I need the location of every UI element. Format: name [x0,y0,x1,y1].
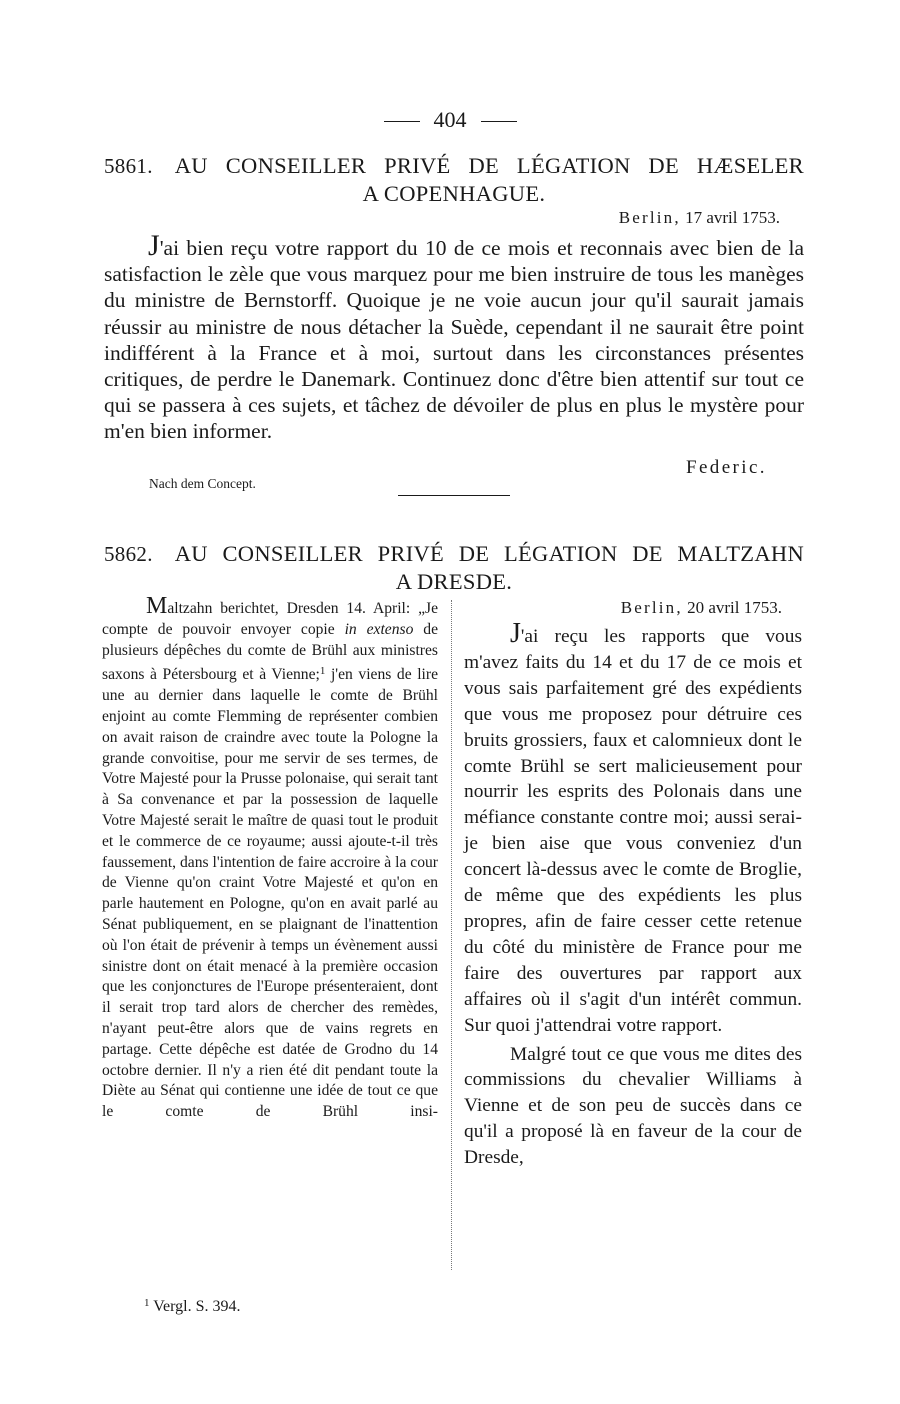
letter-5862-heading [104,540,804,595]
letter-5862-dateline [520,597,782,619]
letter-5862-dateline-date: 20 avril 1753. [687,598,782,617]
letter-5861-source-note: Nach dem Concept. [149,476,256,491]
letter-5861-dateline-date: 17 avril 1753. [685,208,780,227]
footnote-reference: 1 [319,665,326,678]
reply-paragraph-1 [464,618,802,1039]
reply-paragraph-2: Malgré tout ce que vous me dites des commissions du chevalier Williams à Vienne et de son peu de succès dans ce qu'il a proposé là en faveur de la cour de Dresde, [464,1043,802,1169]
maltzahn-report-dropcap: M [146,593,168,619]
reply-dropcap: J [510,618,521,649]
letter-5862-heading-line1 [104,540,804,568]
footnote [144,1292,240,1318]
letter-5861-dateline [500,207,780,229]
letter-5861-body [104,229,804,445]
letter-5861-number: 5861. [104,154,153,178]
letter-5861-signature: Federic. [686,457,767,478]
section-separator [398,495,510,496]
letter-5862-heading-line2: A DRESDE. [395,569,513,594]
page-number-dash-right [481,121,517,122]
letter-5861-dateline-city: Berlin, [618,208,681,227]
letter-5861-heading-line1 [104,152,804,180]
maltzahn-report-column [102,593,438,1123]
maltzahn-report-text-b: j'en viens de lire une au dernier dans laquelle le comte de Brühl enjoint au comte Flemming de représenter combien on avait raison de craindre avec toute la Pologne la grande convoitise, pour me servir de ses termes, de Votre Majesté pour la Prusse polonaise, qui serait tant à Sa convenance et par la possession de laquelle Votre Majesté serait le maître de quasi tout le produit et le commerce de ce royaume; aussi ajoute-t-il très faussement, dans l'intention de faire accroire à la cour de Vienne qu'on craint Votre Majesté et qu'on en parle hautement en Pologne, qu'on en avait parlé au Sénat publiquement, en se plaignant de l'inattention où l'on était de prévenir à temps un évènement aussi sinistre dont on était menacé à la première occasion que les conjonctures de l'Europe présenteraient, dont il serait trop tard alors de chercher des remèdes, n'ayant peut-être alors que de vains regrets en partage. Cette dépêche est datée de Grodno du 14 octobre dernier. Il n'y a rien été dit pendant toute la Diète au Sénat qui contienne une idée de tout ce que le comte de Brühl insi- [102,666,438,1121]
maltzahn-report-intro: altzahn berichtet, Dresden 14. April: „Je compte de pouvoir envoyer copie [102,600,438,638]
letter-5861-recipient: AU CONSEILLER PRIVÉ DE LÉGATION DE HÆSELER [174,153,804,178]
column-divider [451,600,452,1270]
reply-paragraph-1-text: 'ai reçu les rapports que vous m'avez faits du 14 et du 17 de ce mois et vous sais parfaitement gré des expédients que vous me proposez pour détruire ces bruits grossiers, faux et calomnieux dont le comte Brühl se sert malicieusement pour nourrir les esprits des Polonais dans une méfiance constante contre moi; aussi serai-je bien aise que vous conveniez d'un concert là-dessus avec le comte de Broglie, de même que des expédients les plus propres, afin de faire cesser cette retenue du côté du ministère de France pour me faire des ouvertures par rapport aux affaires où il s'agit d'un intérêt commun. Sur quoi j'attendrai votre rapport. [464,626,802,1036]
footnote-mark: 1 [144,1297,150,1309]
footnote-text: Vergl. S. 394. [153,1298,241,1315]
letter-5861-text: 'ai bien reçu votre rapport du 10 de ce mois et reconnais avec bien de la satisfaction le zèle que vous marquez pour me bien instruire de tous les manèges du ministre de Bernstorff. Quoique je ne voie aucun jour qu'il saurait jamais réussir au ministre de nous détacher la Suède, cependant il ne saurait être point indifférent à la France et à moi, surtout dans les circonstances présentes critiques, de perdre le Danemark. Continuez donc d'être bien attentif sur tout ce qui se passera à ces sujets, et tâchez de dévoiler de plus en plus le mystère pour m'en bien informer. [104,236,804,444]
letter-5861-dropcap: J [148,229,160,262]
letter-5862-recipient: AU CONSEILLER PRIVÉ DE LÉGATION DE MALTZAHN [174,541,804,566]
page-number-text: 404 [433,107,467,132]
reply-column [464,618,802,1171]
letter-5861-heading-line2: A COPENHAGUE. [362,181,546,206]
page-number [0,106,900,134]
letter-5862-number: 5862. [104,542,153,566]
maltzahn-report-text-a: de plusieurs dépêches du comte de Brühl aux ministres saxons à Pétersbourg et à Vienne; [102,620,438,684]
page-number-dash-left [384,121,420,122]
letter-5861-heading [104,152,804,207]
letter-5862-dateline-city: Berlin, [620,598,683,617]
maltzahn-report-italic: in extenso [344,620,414,638]
